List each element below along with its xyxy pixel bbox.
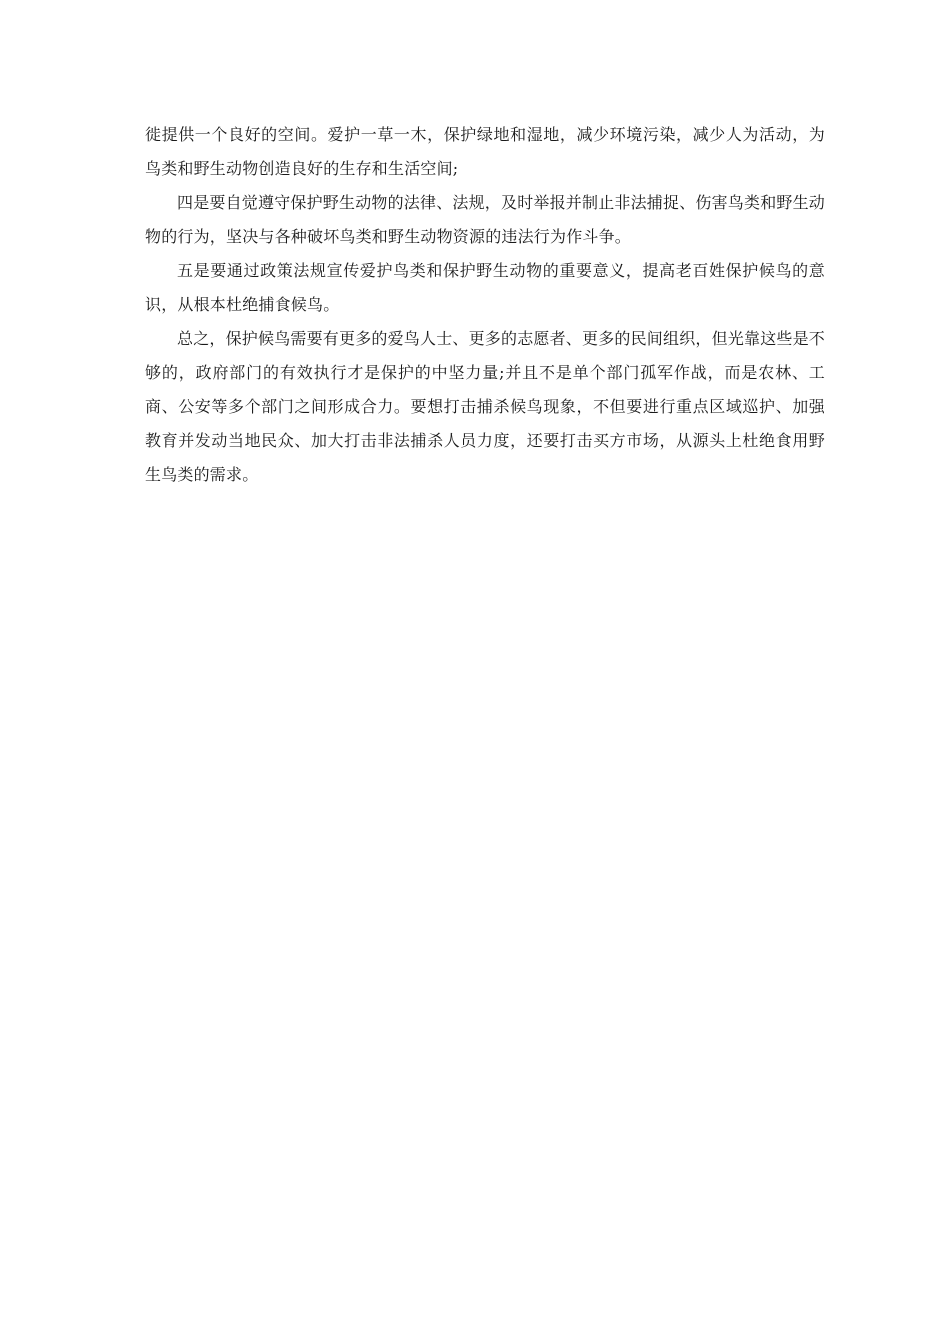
document-body xyxy=(145,118,825,492)
paragraph-1: 徙提供一个良好的空间。爱护一草一木，保护绿地和湿地，减少环境污染，减少人为活动，为鸟类和野生动物创造良好的生存和生活空间; xyxy=(145,125,825,178)
paragraph-2: 四是要自觉遵守保护野生动物的法律、法规，及时举报并制止非法捕捉、伤害鸟类和野生动物的行为，坚决与各种破坏鸟类和野生动物资源的违法行为作斗争。 xyxy=(145,193,826,246)
paragraph-3: 五是要通过政策法规宣传爱护鸟类和保护野生动物的重要意义，提高老百姓保护候鸟的意识，从根本杜绝捕食候鸟。 xyxy=(145,261,825,314)
paragraph-4: 总之，保护候鸟需要有更多的爱鸟人士、更多的志愿者、更多的民间组织，但光靠这些是不够的，政府部门的有效执行才是保护的中坚力量;并且不是单个部门孤军作战，而是农林、工商、公安等多个部门之间形成合力。要想打击捕杀候鸟现象，不但要进行重点区域巡护、加强教育并发动当地民众、加大打击非法捕杀人员力度，还要打击买方市场，从源头上杜绝食用野生鸟类的需求。 xyxy=(145,329,826,484)
